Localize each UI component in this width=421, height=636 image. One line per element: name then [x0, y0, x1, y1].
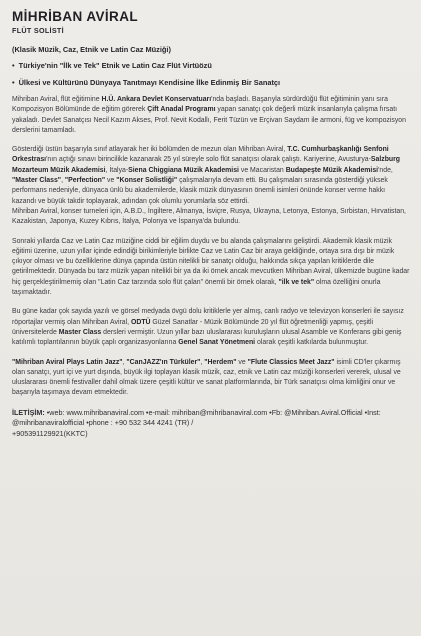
- paragraph-jazz: [12, 237, 411, 299]
- album-title: "Flute Classics Meet Jazz": [247, 358, 335, 366]
- album-title: "Herdem": [204, 358, 237, 366]
- text-run: Güzel Sanatlar - Müzik Bölümünde 20 yıl flüt öğretmenliği yapmış, çeşitli üniversitelerde: [12, 318, 374, 336]
- text-run: ve Macaristan: [238, 166, 286, 174]
- text-run: dersleri vermiştir. Uzun yıllar bazı uluslararası kuruluşların ulusal Asamble ve Konferans gibi geniş katılımlı toplantılarının büyük çaplı organizasyonlarına: [12, 328, 402, 347]
- genres-line: (Klasik Müzik, Caz, Etnik ve Latin Caz Müziği): [12, 45, 171, 54]
- text-run: olma özelliğini onurla taşımaktadır.: [12, 278, 381, 297]
- emphasis-run: Çift Anadal Programı: [147, 106, 216, 114]
- text-run: ve: [105, 177, 117, 185]
- bullet-dot-icon: •: [12, 78, 15, 87]
- artist-name: MİHRİBAN AVİRAL: [12, 9, 138, 24]
- text-run: Sonraki yıllarda Caz ve Latin Caz müziğine ciddi bir eğilim duydu ve bu alanda çalışmalarını geliştirdi. Akademik klasik müzik eğitimi üzerine, uzun yıllar içinde edindiği birikimleriyle birlikte Caz ve Latin Caz bir araya geldiğinde, ortaya sıra dışı bir müzik çıkıyor olması ve bu özelliklerine dünya çapında üstün nitelikli bir sanatçı olduğu, hakkında sıkça yapılan kritiklerde dile getirilmektedir. Dünyada bu tarz müzik yapan nitelikli bir ya da iki örnek ancak mevcutken Mihriban Aviral, ülkemizde bugüne kadar hiç gerçekleştirilmemiş olan "Latin Caz tarzında solo flüt çalan" önemli bir örnek olarak,: [12, 237, 410, 286]
- text-run: olarak çeşitli katkılarda bulunmuştur.: [255, 339, 369, 347]
- text-run: 'nın açtığı sınavı birincilikle kazanarak 25 yıl süreyle solo flüt sanatçısı olarak çalıştı. Kariyerine, Avusturya-: [46, 156, 371, 164]
- album-title: "Mihriban Aviral Plays Latin Jazz": [12, 358, 123, 366]
- paragraph-tours: Mihriban Aviral, konser turneleri için, A.B.D., İngiltere, Almanya, İsviçre, Rusya, Ukrayna, Letonya, Estonya, Sırbistan, Hırvatistan, Kazakistan, Japonya, Kuzey Kıbrıs, İtalya, Polonya ve İspanya'da bulundu.: [12, 207, 406, 226]
- emphasis-run: Genel Sanat Yönetmeni: [178, 339, 256, 347]
- emphasis-run: ODTÜ: [130, 318, 151, 326]
- bullet-dot-icon: •: [12, 61, 15, 70]
- paragraph-albums: [12, 358, 411, 399]
- contact-label: İLETİŞİM:: [12, 407, 45, 417]
- text-run: yapan sanatçı çok değerli müzik insanlarıyla çalışma fırsatı yakaladı. Devlet Sanatçısı Necil Kazım Akses, Prof. Nevit Kodallı, Ferit Tüzün ve Erçivan Saydam ile armoni, füg ve kompozisyon derslerini tamamladı.: [12, 106, 406, 134]
- text-run: Mihriban Aviral, flüt eğitimine: [12, 96, 102, 103]
- text-run: çalışmalarıyla devam etti. Bu çalışmaları sırasında gösterdiği yüksek performans nedeniyle, dünyaca ünlü bu akademilerde, klasik müzik dünyasının önemli isimleri önünde konser verme hakkı kazandı ve büyük takdir toplayarak, adından çok olumlu yorumlarla söz ettirdi.: [12, 177, 388, 205]
- text-run: 'nde,: [378, 166, 393, 174]
- emphasis-run: Siena Chiggiana Müzik Akademisi: [128, 166, 239, 174]
- emphasis-run: "Konser Solistliği": [116, 177, 178, 185]
- text-run: ,: [122, 358, 127, 366]
- text-run: isimli CD'ler çıkarmış olan sanatçı, yurt içi ve yurt dışında, büyük ilgi toplayan klasik müzik, caz, etnik ve Latin caz müziği konserleri vererek, ulusal ve uluslararası önemli festivaller dahil olmak üzere çeşitli kültür ve sanat platformlarında, bir Türk sanatçısı olma kimliğini onur ve başarıyla taşımaya devam etmektedir.: [12, 358, 401, 397]
- emphasis-run: "Master Class": [12, 177, 62, 185]
- text-run: Gösterdiği üstün başarıyla sınıf atlayarak her iki bölümden de mezun olan Mihriban Aviral,: [12, 146, 288, 154]
- paragraph-education: [12, 95, 411, 136]
- bullet-text: Ülkesi ve Kültürünü Dünyaya Tanıtmayı Kendisine İlke Edinmiş Bir Sanatçı: [18, 78, 281, 87]
- emphasis-run: Budapeşte Müzik Akademisi: [285, 166, 379, 174]
- emphasis-run: H.Ü. Ankara Devlet Konservatuarı: [101, 96, 212, 103]
- emphasis-run: T.C. Cumhurbaşkanlığı Senfoni Orkestrası: [12, 146, 389, 164]
- album-title: "CanJAZZ'ın Türküler": [126, 358, 201, 366]
- bullet-culture-ambassador: [12, 78, 411, 87]
- emphasis-run: Salzburg Mozarteum Müzik Akademisi: [12, 156, 401, 174]
- text-run: , İtalya-: [105, 166, 129, 174]
- paragraph-media-teaching: [12, 307, 411, 348]
- bullet-first-virtuoso: [12, 61, 411, 70]
- emphasis-run: Master Class: [58, 328, 102, 336]
- artist-subtitle: FLÜT SOLİSTİ: [12, 26, 64, 35]
- contact-info: [12, 408, 411, 440]
- contact-phone-kktc: +905391129921(KKTC): [12, 428, 88, 438]
- text-run: 'nda başladı. Başarıyla sürdürdüğü flüt eğitiminin yanı sıra Kompozisyon Bölümünde de eğitim görerek: [12, 96, 388, 114]
- text-run: ,: [61, 177, 65, 185]
- contact-details: •web: www.mihribanaviral.com •e-mail: mihriban@mihribanaviral.com •Fb: @Mihriban.Aviral.Official •Inst: @mihribanaviralofficial •phone : +90 532 344 4241 (TR) /: [12, 407, 381, 428]
- emphasis-run: "ilk ve tek": [278, 278, 315, 286]
- text-run: ,: [200, 358, 205, 366]
- text-run: Bu güne kadar çok sayıda yazılı ve görsel medyada övgü dolu kritiklerle yer almış, canlı radyo ve televizyon konserleri ile sayısız röportajlar vermiş olan Mihriban Aviral,: [12, 308, 404, 326]
- paragraph-career: [12, 145, 411, 227]
- bullet-text: Türkiye'nin "İlk ve Tek" Etnik ve Latin Caz Flüt Virtüözü: [18, 61, 212, 70]
- text-run: ve: [236, 358, 248, 366]
- emphasis-run: "Perfection": [64, 177, 106, 185]
